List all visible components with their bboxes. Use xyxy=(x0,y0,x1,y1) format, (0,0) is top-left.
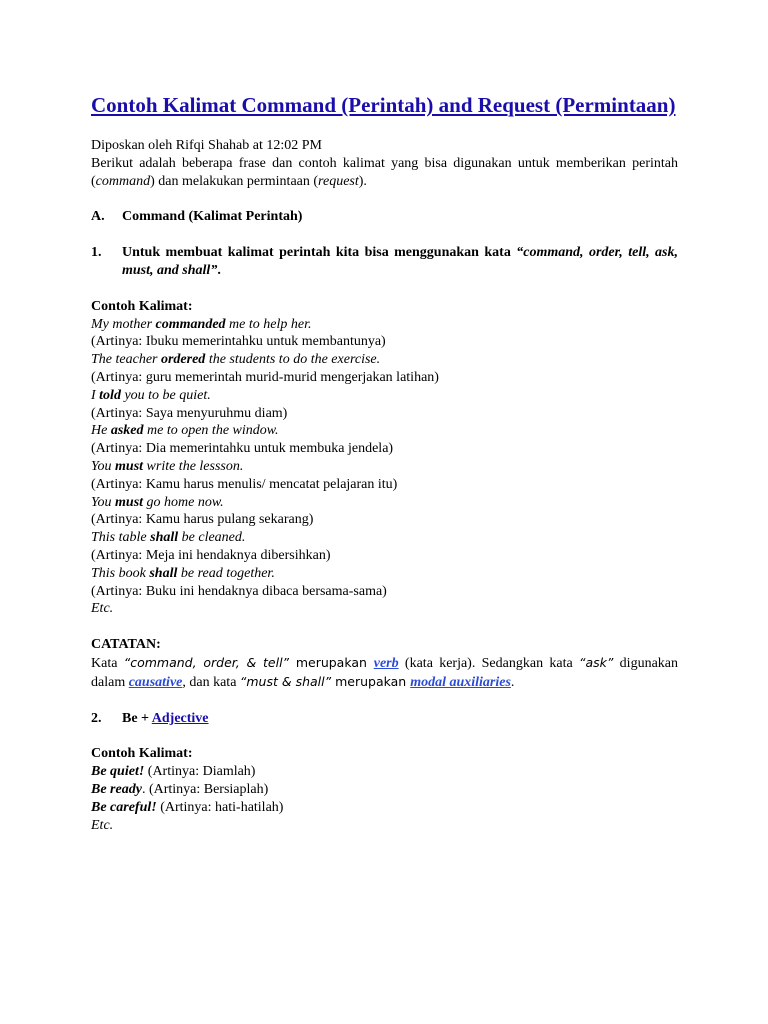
catatan-quote-3: “must & shall” xyxy=(239,673,332,689)
section-2-text: Be + xyxy=(122,710,152,726)
example-sentence-end: you to be quiet. xyxy=(120,387,211,403)
example-sentence-end: go home now. xyxy=(143,494,224,510)
adjective-link[interactable]: Adjective xyxy=(151,710,209,726)
example-sentence-end: be read together. xyxy=(177,565,275,581)
document-content xyxy=(91,93,678,834)
example-keyword: asked xyxy=(110,423,144,439)
section-2-number: 2. xyxy=(91,710,102,726)
example-sentence xyxy=(91,387,678,405)
intro-text-2: ) dan melakukan permintaan ( xyxy=(150,173,319,189)
example-sentence-start: This table xyxy=(91,530,151,546)
intro-paragraph xyxy=(91,155,678,191)
verb-link[interactable]: verb xyxy=(373,655,399,671)
examples-2 xyxy=(91,745,678,834)
catatan-text-7: . xyxy=(510,674,515,690)
adjective-example xyxy=(91,781,678,799)
example-translation: (Artinya: Meja ini hendaknya dibersihkan) xyxy=(91,547,331,563)
examples-1-heading: Contoh Kalimat: xyxy=(91,298,193,314)
example-sentence xyxy=(91,494,678,512)
examples-1 xyxy=(91,298,678,618)
catatan-text-1: Kata xyxy=(91,655,124,671)
intro-text-3: ). xyxy=(358,173,367,189)
modal-auxiliaries-link[interactable]: modal auxiliaries xyxy=(410,674,511,690)
example-sentence-start: The teacher xyxy=(91,352,161,368)
catatan-heading: CATATAN: xyxy=(91,637,161,653)
section-1-heading xyxy=(91,244,678,280)
adjective-example-translation: (Artinya: Diamlah) xyxy=(144,764,256,780)
intro-text-1: Berikut adalah beberapa frase dan contoh kalimat yang bisa digunakan untuk memberikan perintah ( xyxy=(91,155,678,189)
example-sentence xyxy=(91,565,678,583)
example-translation: (Artinya: Buku ini hendaknya dibaca bersama-sama) xyxy=(91,583,387,599)
example-keyword: commanded xyxy=(155,316,226,332)
example-sentence xyxy=(91,422,678,440)
section-1-quote: “command, order, tell, ask, must, and shall” xyxy=(122,245,678,278)
post-meta: Diposkan oleh Rifqi Shahab at 12:02 PM xyxy=(91,138,322,153)
catatan-text-5: , dan kata xyxy=(182,674,240,690)
adjective-example-phrase: Be quiet! xyxy=(91,764,145,780)
example-sentence-end: the students to do the exercise. xyxy=(205,352,381,368)
example-translation: (Artinya: Ibuku memerintahku untuk membantunya) xyxy=(91,334,386,350)
example-sentence-start: I xyxy=(91,387,100,403)
adjective-example-translation: . (Artinya: Bersiaplah) xyxy=(141,781,269,797)
intro-word-request: request xyxy=(318,173,359,189)
example-sentence-end: write the lessson. xyxy=(143,458,244,474)
section-a-number: A. xyxy=(91,209,105,225)
catatan-text-6: merupakan xyxy=(331,673,411,689)
section-1-text xyxy=(122,244,678,280)
adjective-example-translation: (Artinya: hati-hatilah) xyxy=(156,799,284,815)
example-sentence-end: be cleaned. xyxy=(178,530,246,546)
examples-1-etc: Etc. xyxy=(91,601,114,617)
intro-word-command: command xyxy=(95,173,151,189)
page-title xyxy=(91,93,678,118)
section-2-heading xyxy=(91,710,678,728)
catatan-text-4: digunakan dalam xyxy=(91,655,678,690)
example-sentence-end: me to open the window. xyxy=(143,423,279,439)
example-keyword: shall xyxy=(149,565,178,581)
example-sentence xyxy=(91,351,678,369)
section-a-heading xyxy=(91,208,678,226)
example-keyword: ordered xyxy=(160,352,206,368)
example-translation: (Artinya: Kamu harus menulis/ mencatat pelajaran itu) xyxy=(91,476,398,492)
example-sentence-start: He xyxy=(91,423,111,439)
example-translation: (Artinya: Kamu harus pulang sekarang) xyxy=(91,512,314,528)
examples-2-etc: Etc. xyxy=(91,817,114,833)
example-sentence xyxy=(91,316,678,334)
example-sentence-start: This book xyxy=(91,565,150,581)
section-a-title: Command (Kalimat Perintah) xyxy=(122,209,303,225)
section-1-end: . xyxy=(217,262,221,278)
example-keyword: must xyxy=(115,458,144,474)
example-translation: (Artinya: Saya menyuruhmu diam) xyxy=(91,405,288,421)
example-sentence-start: My mother xyxy=(91,316,156,332)
section-1-body: Untuk membuat kalimat perintah kita bisa menggunakan kata xyxy=(122,245,517,261)
catatan-quote-1: “command, order, & tell” xyxy=(123,654,290,670)
examples-1-list xyxy=(91,316,678,601)
adjective-example xyxy=(91,763,678,781)
catatan-text-2: merupakan xyxy=(289,654,374,670)
example-sentence-start: You xyxy=(91,458,116,474)
adjective-example-phrase: Be careful! xyxy=(91,799,157,815)
catatan-block xyxy=(91,636,678,691)
title-link[interactable]: Contoh Kalimat Command (Perintah) and Request (Permintaan) xyxy=(91,93,676,117)
catatan-text-3: (kata kerja). Sedangkan kata xyxy=(398,655,579,671)
adjective-example-phrase: Be ready xyxy=(91,781,142,797)
example-keyword: shall xyxy=(150,530,179,546)
example-sentence xyxy=(91,458,678,476)
example-keyword: must xyxy=(115,494,144,510)
section-1-number: 1. xyxy=(91,245,102,261)
catatan-quote-2: “ask” xyxy=(579,654,614,670)
example-sentence-start: You xyxy=(91,494,116,510)
example-translation: (Artinya: Dia memerintahku untuk membuka jendela) xyxy=(91,441,394,457)
examples-2-list xyxy=(91,763,678,816)
example-sentence xyxy=(91,529,678,547)
causative-link[interactable]: causative xyxy=(128,674,183,690)
adjective-example xyxy=(91,799,678,817)
example-keyword: told xyxy=(99,387,121,403)
example-translation: (Artinya: guru memerintah murid-murid mengerjakan latihan) xyxy=(91,369,439,385)
example-sentence-end: me to help her. xyxy=(225,316,312,332)
examples-2-heading: Contoh Kalimat: xyxy=(91,746,193,762)
